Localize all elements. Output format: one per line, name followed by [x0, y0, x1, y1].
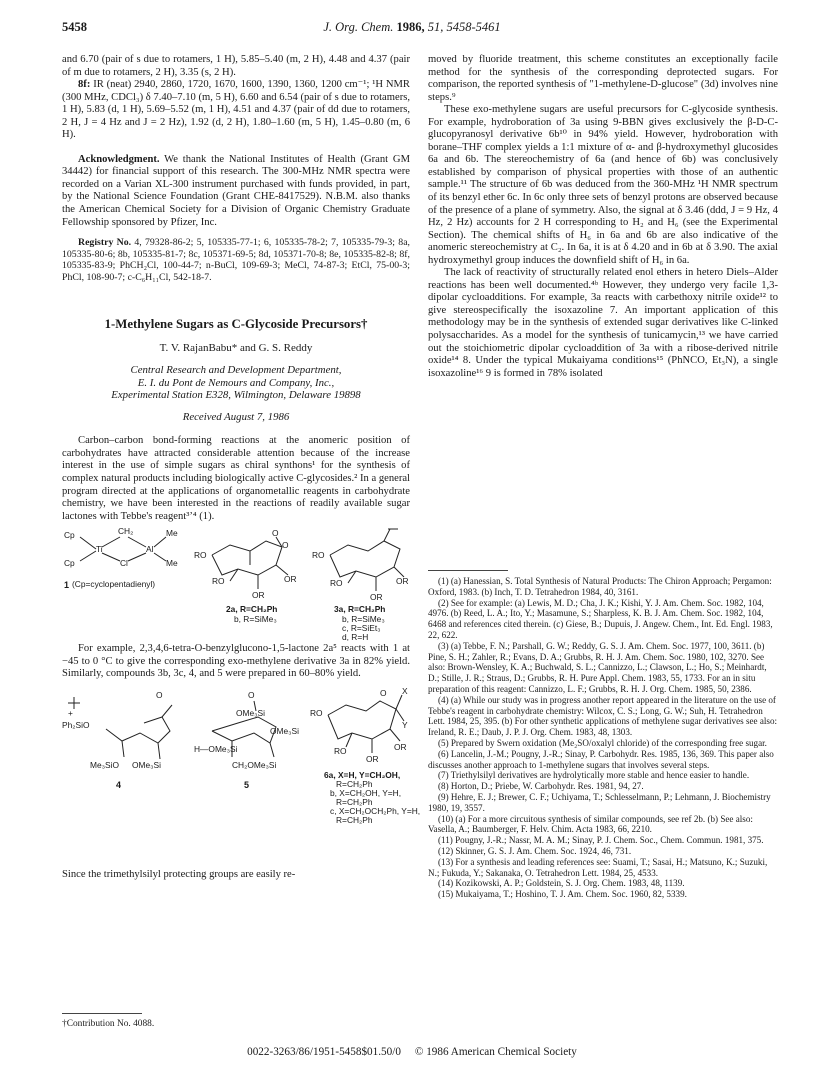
- journal-name: J. Org. Chem.: [323, 20, 394, 34]
- affiliation-line-3: Experimental Station E328, Wilmington, Delaware 19898: [111, 389, 361, 402]
- footnote: (5) Prepared by Swern oxidation (Me₂SO/oxalyl chloride) of the corresponding free sugar.: [438, 737, 767, 748]
- ph2sio-label: Ph₂SiO: [62, 719, 90, 730]
- footnote: (14) Kozikowski, A. P.; Goldstein, S. J. Org. Chem. 1983, 48, 1139.: [438, 878, 685, 889]
- footnote: (12) Skinner, G. S. J. Am. Chem. Soc. 1924, 46, 731.: [438, 845, 632, 856]
- ro-label-2a: RO: [194, 550, 207, 561]
- or-label-3a: OR: [396, 576, 409, 587]
- footnote: (8) Horton, D.; Priebe, W. Carbohydr. Res. 1981, 94, 27.: [438, 781, 644, 792]
- compound-1-number: 1: [64, 580, 70, 591]
- journal-pages: 5458-5461: [446, 20, 501, 34]
- me-label-1: Me: [166, 528, 178, 539]
- ro-label-3a: RO: [312, 550, 325, 561]
- y-label-6: Y: [402, 719, 408, 730]
- footnote: (9) Hehre, E. J.; Brewer, C. F.; Uchiyama, T.; Schlesselmann, P.; Lehmann, J. Biochemistry 1980, 19, 3557.: [428, 791, 771, 813]
- journal-citation: [62, 20, 762, 35]
- ro-label-6a: RO: [310, 707, 323, 718]
- ome3si-label-5b: OMe₃Si: [270, 725, 300, 736]
- footnote: (4) (a) While our study was in progress another report appeared in the literature on the use of Tebbe's reagent in carbohydrate chemistry: Wilcox, C. S.; Long, G. W.; Suh, H. Tetrahedron Lett. 1984, 25, 395. (b) For other synthetic applications of methylene sugar derivatives see also: Ireland, R. E.; Daub, J. P. J. Org. Chem. 1983, 48, 1303.: [428, 694, 778, 738]
- or-label-2b: OR: [252, 590, 265, 601]
- left-closing-paragraph: Since the trimethylsilyl protecting groups are easily re-: [62, 868, 296, 880]
- affiliation-line-2: E. I. du Pont de Nemours and Company, Inc.,: [137, 376, 335, 389]
- compound-4-number: 4: [116, 779, 122, 790]
- article-code: 0022-3263/86/1951-5458$01.50/0: [247, 1046, 401, 1058]
- right-paragraph-1: moved by fluoride treatment, this scheme constitutes an exceptionally facile method for the synthesis of the corresponding deprotected sugars. For comparison, the reported synthesis of "1-methylene-D-glucose" (3d) involves nine steps.⁹: [428, 54, 778, 103]
- footnote: (1) (a) Hanessian, S. Total Synthesis of Natural Products: The Chiron Approach; Pergamon: Oxford, 1983. (b) Inch, T. D. Tetrahedron 1984, 40, 3161.: [428, 576, 772, 597]
- journal-volume: 51,: [427, 20, 444, 34]
- or-label-3b: OR: [370, 592, 383, 603]
- acknowledgment-text: We thank the National Institutes of Health (Grant GM 34442) for financial support of this research. The 300-MHz NMR spectra were recorded on a Varian XL-300 instrument purchased with funds provided, in part, by the National Science Foundation (Grant CHE-8417529). N.B.M. also thanks the American Chemical Society for a Division of Organic Chemistry Graduate Fellowship sponsored by Pfizer, Inc.: [62, 153, 410, 228]
- footnote: (3) (a) Tebbe, F. N.; Parshall, G. W.; Reddy, G. S. J. Am. Chem. Soc. 1977, 100, 3611. (b) Pine, S. H.; Zahler, R.; Evans, D. A.; Grubbs, R. H. J. Am. Chem. Soc. 1980, 102, 3270. See also: Brown-Wensley, K. A.; Buchwald, S. L.; Cannizzo, L.; Clawson, L.; Ho, S.; Meinhardt, D.; Stille, J. R.; Straus, D.; Grubbs, R. H. Pure Appl. Chem. 1983, 55, 1733. For an in situ preparation of this reagent: Cannizzo, L. F.; Grubbs, R. H. J. Org. Chem. 1985, 50, 2386.: [428, 640, 767, 694]
- or-label-6b: OR: [366, 753, 379, 764]
- footnote: (11) Pougny, J.-R.; Nassr, M. A. M.; Sinay, P. J. Chem. Soc., Chem. Commun. 1981, 375.: [438, 835, 764, 846]
- reaction-paragraph: For example, 2,3,4,6-tetra-O-benzylglucono-1,5-lactone 2a⁵ reacts with 1 at −45 to 0 °C to give the corresponding exo-methylene derivative 3a in 82% yield. Similarly, compounds 3b, 3c, 4, and 5 were prepared in 60–80% yield.: [62, 643, 410, 680]
- compound-2b-label: b, R=SiMe₃: [234, 614, 277, 625]
- right-paragraph-2: These exo-methylene sugars are useful precursors for C-glycoside synthesis. For example, hydroboration of 3a using 9-BBN gives exclusively the β-D-C-glucopyranosyl derivative 6b¹⁰ in 94% yield. However, hydroboration with borane–THF complex yields a 1:1 mixture of α- and β-hydroxymethyl glucosides 6a and 6b. The stereochemistry of 6a (and hence of 6b) was conclusively established by comparison of physical properties with those of an authentic sample.¹¹ The structure of 6b was deduced from the 360-MHz ¹H NMR spectrum of its benzyl ether 6c. In 6c only three sets of benzyl protons are observed because of the presence of a plane of symmetry. Also, the signal at δ 3.46 (ddd, J = 9 Hz, 4 Hz, 2 Hz) accounts for 2 H corresponding to H₂ and H₆ (see the Experimental Section). The chemical shifts of H₆ in 6a and 6b are also indicative of the anomeric stereochemistry at C₂. In 6a, it is at δ 4.20 and in 6b at δ 3.90. The axial hydroxymethyl group induces the downfield shift of H₆ in 6a.: [428, 104, 778, 266]
- article-title: 1-Methylene Sugars as C-Glycoside Precursors†: [104, 317, 368, 332]
- scheme-derivatives: [62, 685, 421, 865]
- page-number: 5458: [62, 20, 87, 34]
- footnote: (6) Lancelin, J.-M.; Pougny, J.-R.; Sinay, P. Carbohydr. Res. 1985, 136, 369. This paper also discusses another approach to 1-methylene sugars that involves several steps.: [428, 748, 774, 770]
- footnotes: [428, 576, 778, 900]
- cp-label-1: Cp: [64, 530, 75, 541]
- compound-6a-text: 6a, X=H, Y=CH₂OH,: [324, 769, 401, 780]
- affiliation: [62, 364, 410, 402]
- footnote: (13) For a synthesis and leading references see: Suami, T.; Sasai, H.; Matsuno, K.; Suzuki, N.; Fukuda, Y.; Sakanaka, O. Tetrahedron Lett. 1984, 25, 4533.: [428, 856, 768, 878]
- me3sio-label-4: Me₃SiO: [90, 759, 120, 770]
- compound-3d-label: d, R=H: [342, 632, 369, 643]
- compound-6c-label: c, X=CH₂OCH₂Ph, Y=H,: [330, 805, 421, 816]
- footnote: (15) Mukaiyama, T.; Hoshino, T. J. Am. Chem. Soc. 1960, 82, 5339.: [438, 889, 687, 900]
- compound-5-number: 5: [244, 779, 250, 790]
- experimental-continuation: and 6.70 (pair of s due to rotamers, 1 H), 5.85–5.40 (m, 2 H), 4.48 and 4.37 (pair of m due to rotamers, 2 H), 3.35 (s, 2 H).: [62, 54, 410, 78]
- compound-1-note: (Cp=cyclopentadienyl): [72, 579, 156, 590]
- ring-o-label-6: O: [380, 687, 387, 698]
- compound-6b-r: R=CH₂Ph: [336, 796, 373, 807]
- me-label-2: Me: [166, 558, 178, 569]
- affiliation-line-1: Central Research and Development Department,: [130, 364, 342, 377]
- cp-label-2: Cp: [64, 558, 75, 569]
- contribution-note: †Contribution No. 4088.: [62, 1019, 155, 1029]
- or-label-6a: OR: [394, 741, 407, 752]
- left-column: [62, 54, 421, 881]
- footnote: (7) Triethylsilyl derivatives are hydrolytically more stable and hence easier to handle.: [438, 770, 750, 781]
- ro-label-2b: RO: [212, 576, 225, 587]
- registry-heading: Registry No.: [78, 237, 132, 249]
- journal-year: 1986,: [396, 20, 425, 34]
- registry-numbers: [62, 237, 410, 283]
- ring-o-label-5: O: [248, 689, 255, 700]
- ome3si-label-4: OMe₃Si: [132, 759, 162, 770]
- carbonyl-o-label: O: [282, 540, 289, 551]
- ome3si-label-5a: OMe₃Si: [236, 707, 266, 718]
- compound-8f-data: [62, 79, 410, 142]
- compound-6b-label: b, X=CH₂OH, Y=H,: [330, 787, 402, 798]
- ro-label-6b: RO: [334, 745, 347, 756]
- copyright: © 1986 American Chemical Society: [414, 1046, 577, 1058]
- ti-label: Ti: [96, 544, 103, 555]
- footnote: (10) (a) For a more circuitous synthesis of similar compounds, see ref 2b. (b) See also: Vasella, A.; Baumberger, F. Helv. Chim. Acta 1983, 66, 2210.: [428, 813, 753, 835]
- h-ome3si-label: H—OMe₃Si: [194, 743, 238, 754]
- page-footer: [62, 1046, 762, 1058]
- ro-label-3b: RO: [330, 578, 343, 589]
- compound-3a-text: 3a, R=CH₂Ph: [334, 604, 386, 615]
- intro-paragraph: Carbon–carbon bond-forming reactions at the anomeric position of carbohydrates have attracted considerable attention because of the increase interest in the use of simple sugars as chiral synthons¹ for the synthesis of complex natural products including biologically active C-glycosides.² In a general program directed at the applications of organometallic reagents in carbohydrate chemistry, we have been interested in the reactions of readily available sugar lactones with Tebbe's reagent³ʼ⁴ (1).: [62, 435, 410, 522]
- scheme-tebbe-and-sugars: [62, 526, 410, 643]
- footnote: (2) See for example: (a) Lewis, M. D.; Cha, J. K.; Kishi, Y. J. Am. Chem. Soc. 1982, 104, 4976. (b) Reed, L. A.; Ito, Y.; Masamune, S.; Sharpless, K. B. J. Am. Chem. Soc. 1982, 104, 6468 and references cited therein. (c) Giese, B.; Dupuis, J. Angew. Chem., Int. Ed. Engl. 1983, 22, 622.: [428, 597, 773, 640]
- compound-8f-label: 8f:: [78, 79, 91, 91]
- compound-6c-r: R=CH₂Ph: [336, 814, 373, 825]
- compound-3c-label: c, R=SiEt₃: [342, 623, 381, 634]
- right-column: [428, 54, 778, 380]
- article-authors: T. V. RajanBabu* and G. S. Reddy: [159, 342, 313, 355]
- ring-o-label-4: O: [156, 689, 163, 700]
- received-date: Received August 7, 1986: [182, 410, 290, 423]
- right-footnote-rule: [428, 570, 508, 571]
- compound-8f-text: IR (neat) 2940, 2860, 1720, 1670, 1600, 1390, 1360, 1200 cm⁻¹; ¹H NMR (300 MHz, CDCl₃) δ 7.40–7.10 (m, 5 H), 6.60 and 6.54 (pair of s due to rotamers, 1 H), 5.83 (d, 1 H), 5.69–5.52 (m, 1 H), 4.51 and 4.37 (pair of dd due to rotamers, 2 H, J = 4 Hz and J = 2 Hz), 1.92 (d, 2 H), 1.80–1.60 (m, 5 H), 1.45–0.80 (m, 6 H).: [62, 79, 410, 141]
- compound-2a-text: 2a, R=CH₂Ph: [226, 604, 278, 615]
- or-label-2a: OR: [284, 574, 297, 585]
- ch2ome3si-label: CH₂OMe₃Si: [232, 759, 277, 770]
- cl-label: Cl: [120, 558, 128, 569]
- running-header: [62, 20, 762, 38]
- right-paragraph-3: The lack of reactivity of structurally related enol ethers in hetero Diels–Alder reactions has been well documented.⁴ᵇ However, they undergo very facile 1,3-dipolar cycloadditions. For example, 3a reacts with carbethoxy nitrile oxide¹² to give stereospecifically the isoxazoline 7. An important application of this methodology may be in the synthesis of extended sugar derivatives like C-linked polysaccharides. As a model for the synthesis of tunicamycin,¹³ we have carried out the stoichiometric dipolar cycloaddition of 3a with a ribose-derived nitrile oxide¹⁴ 8. Under the typical Mukaiyama conditions¹⁵ (PhNCO, Et₃N), a single isoxazoline¹⁶ 9 is formed in 78% isolated: [428, 267, 778, 379]
- left-footnote-rule: [62, 1013, 142, 1014]
- ch2-label: CH₂: [118, 526, 134, 537]
- x-label-6: X: [402, 685, 408, 696]
- ring-o-label-2: O: [272, 528, 279, 539]
- acknowledgment: [62, 154, 410, 229]
- compound-6a-r: R=CH₂Ph: [336, 778, 373, 789]
- acknowledgment-heading: Acknowledgment.: [78, 153, 160, 165]
- tbu-mark: +: [68, 707, 73, 718]
- al-label: Al: [146, 544, 154, 555]
- registry-text: 4, 79328-86-2; 5, 105335-77-1; 6, 105335-78-2; 7, 105335-79-3; 8a, 105335-80-6; 8b, 105335-81-7; 8c, 105371-69-5; 8d, 105371-70-8; 8e, 105335-82-8; 8f, 105335-83-9; PhCH₂Cl, 100-44-7; n-BuCl, 109-69-3; MeCl, 74-87-3; EtCl, 75-00-3; PhCl, 108-90-7; c-C₆H₁₁Cl, 542-18-7.: [62, 237, 410, 283]
- compound-3b-label: b, R=SiMe₃: [342, 614, 385, 625]
